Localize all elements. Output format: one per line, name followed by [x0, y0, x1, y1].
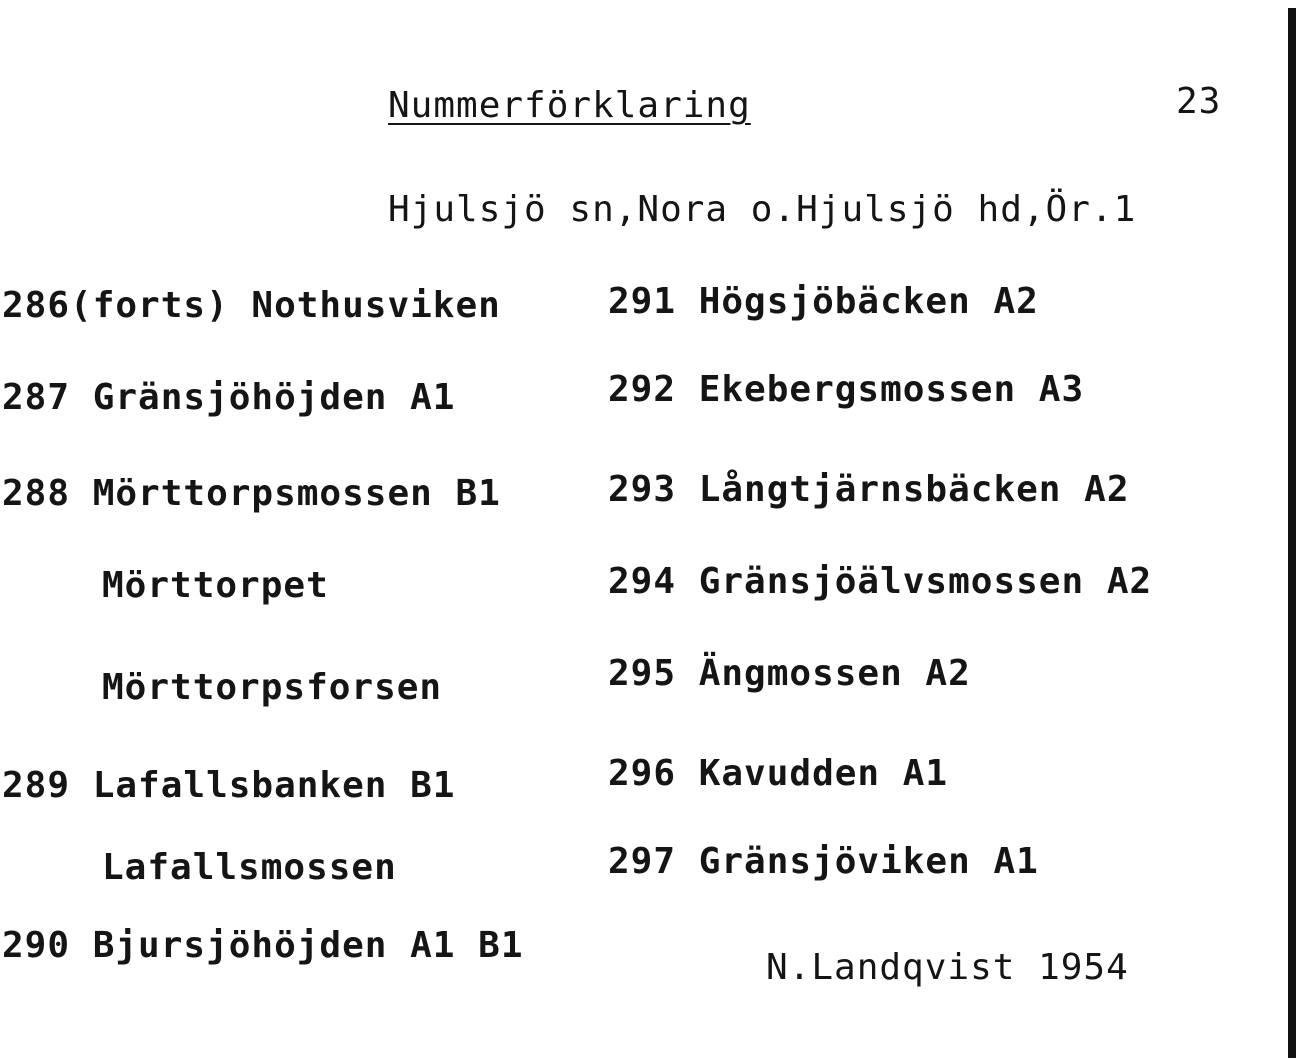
signature-line: N.Landqvist 1954	[766, 947, 1129, 988]
page-number: 23	[1176, 81, 1222, 122]
entry-288-morttorpet: Mörttorpet	[102, 565, 329, 606]
parish-subtitle: Hjulsjö sn,Nora o.Hjulsjö hd,Ör.1	[388, 189, 1137, 230]
entry-293: 293 Långtjärnsbäcken A2	[608, 469, 1130, 510]
entry-290: 290 Bjursjöhöjden A1 B1	[2, 925, 524, 966]
entry-289-lafallsmossen: Lafallsmossen	[102, 847, 397, 888]
entry-297: 297 Gränsjöviken A1	[608, 841, 1039, 882]
entry-292: 292 Ekebergsmossen A3	[608, 369, 1085, 410]
entry-288: 288 Mörttorpsmossen B1	[2, 473, 501, 514]
scan-edge-bar	[1288, 8, 1296, 1058]
entry-286: 286(forts) Nothusviken	[2, 285, 501, 326]
entry-291: 291 Högsjöbäcken A2	[608, 281, 1039, 322]
entry-288-morttorpsforsen: Mörttorpsforsen	[102, 667, 443, 708]
entry-289: 289 Lafallsbanken B1	[2, 765, 456, 806]
entry-295: 295 Ängmossen A2	[608, 653, 971, 694]
entry-287: 287 Gränsjöhöjden A1	[2, 377, 456, 418]
document-title: Nummerförklaring	[388, 85, 751, 126]
entry-294: 294 Gränsjöälvsmossen A2	[608, 561, 1153, 602]
entry-296: 296 Kavudden A1	[608, 753, 949, 794]
